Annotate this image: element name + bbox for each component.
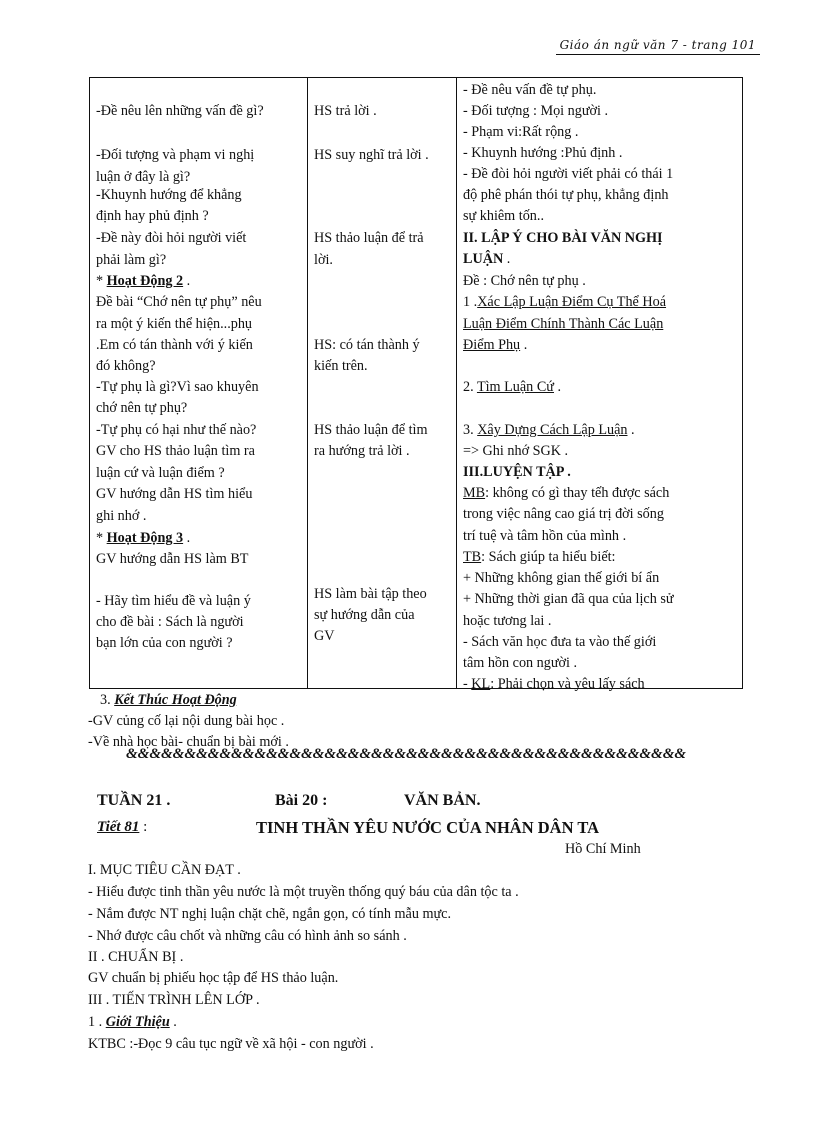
col2-line: HS làm bài tập theo [314,586,427,602]
lesson-table [89,77,743,692]
ket-thuc-heading: 3. Kết Thúc Hoạt Động [100,692,237,708]
col1-line: -Đề nêu lên những vấn đề gì? [96,103,264,119]
col3-line: trong việc nâng cao giá trị đời sống [463,506,664,522]
col3-line: + Những không gian thế giới bí ẩn [463,570,660,586]
col2-line: lời. [314,252,333,268]
col1-line: đó không? [96,358,156,374]
col1-line: -Tự phụ là gì?Vì sao khuyên [96,379,259,395]
col1-line: Đề bài “Chớ nên tự phụ” nêu [96,294,262,310]
col2-line: HS trả lời . [314,103,377,119]
col1-line: GV hướng dẫn HS làm BT [96,551,249,567]
lesson-number: Bài 20 : [275,792,328,809]
content-column [457,78,742,692]
author: Hồ Chí Minh [565,841,641,857]
section-preparation: II . CHUẨN BỊ . [88,949,184,965]
col3-line: - Sách văn học đưa ta vào thế giới [463,634,657,650]
col1-line: GV hướng dẫn HS tìm hiểu [96,486,253,502]
col3-line: độ phê phán thói tự phụ, khẳng định [463,187,669,203]
col2-line: HS: có tán thành ý [314,337,420,353]
col2-line: HS thảo luận để tìm [314,422,428,438]
col1-line: cho đề bài : Sách là người [96,614,244,630]
col3-line: - KL: Phải chọn và yêu lấy sách [463,676,645,692]
col3-line: hoặc tương lai . [463,613,552,629]
col3-line: - Khuynh hướng :Phủ định . [463,145,623,161]
decorative-divider: &&&&&&&&&&&&&&&&&&&&&&&&&&&&&&&&&&&&&&&&&&&&&&&& [126,746,687,762]
after-table-line: -Về nhà học bài- chuẩn bị bài mới . [88,734,289,750]
col3-line: tâm hồn con người . [463,655,578,671]
col1-line: -Đề này đòi hỏi người viết [96,230,247,246]
activity-2-heading: * Hoạt Động 2 . [96,273,191,289]
col3-line: - Phạm vi:Rất rộng . [463,124,579,140]
student-activity-column [308,78,457,688]
preparation-item: GV chuẩn bị phiếu học tập để HS thảo luận. [88,970,339,986]
col1-line: - Hãy tìm hiểu đề và luận ý [96,593,251,609]
col3-line: => Ghi nhớ SGK . [463,443,569,459]
col2-line: sự hướng dẫn của [314,607,415,623]
col2-line: HS suy nghĩ trả lời . [314,147,429,163]
objective-item: - Nhớ được câu chốt và những câu có hình ảnh so sánh . [88,928,407,944]
period-label: Tiết 81 : [97,819,148,835]
col3-line: TB: Sách giúp ta hiểu biết: [463,549,616,565]
section-heading-luan: LUẬN . [463,251,511,267]
after-table-line: -GV củng cố lại nội dung bài học . [88,713,285,729]
objective-item: - Nắm được NT nghị luận chặt chẽ, ngắn gọn, có tính mẫu mực. [88,906,452,922]
teacher-activity-column [90,78,308,688]
col3-line: - Đề đòi hỏi người viết phải có thái 1 [463,166,674,182]
lesson-title: TINH THẦN YÊU NƯỚC CỦA NHÂN DÂN TA [256,818,600,837]
section-heading-lap-y: II. LẬP Ý CHO BÀI VĂN NGHỊ [463,230,663,246]
col1-line: ghi nhớ . [96,508,147,524]
col1-line: luận ở đây là gì? [96,169,191,185]
col2-line: HS thảo luận để trả [314,230,424,246]
col2-line: kiến trên. [314,358,368,374]
col3-line: trí tuệ và tâm hồn của mình . [463,528,627,544]
col2-line: ra hướng trả lời . [314,443,410,459]
ktbc-line: KTBC :-Đọc 9 câu tục ngữ về xã hội - con người . [88,1036,374,1052]
col1-line: chớ nên tự phụ? [96,400,188,416]
col1-line: định hay phủ định ? [96,208,209,224]
col3-line: + Những thời gian đã qua của lịch sử [463,591,674,607]
col1-line: luận cứ và luận điểm ? [96,465,225,481]
col3-line: Đề : Chớ nên tự phụ . [463,273,586,289]
intro-heading: 1 . Giới Thiệu . [88,1014,177,1030]
text-type-label: VĂN BẢN. [404,792,481,809]
objective-item: - Hiểu được tinh thần yêu nước là một truyền thống quý báu của dân tộc ta . [88,884,519,900]
col3-line: - Đề nêu vấn đề tự phụ. [463,82,597,98]
col1-line: -Tự phụ có hại như thế nào? [96,422,257,438]
week-label: TUẦN 21 . [97,792,171,809]
col3-line: - Đối tượng : Mọi người . [463,103,609,119]
col1-line: bạn lớn của con người ? [96,635,233,651]
section-objectives: I. MỤC TIÊU CẦN ĐẠT . [88,862,241,878]
col2-line: GV [314,628,335,644]
col1-line: ra một ý kiến thể hiện...phụ [96,316,253,332]
activity-3-heading: * Hoạt Động 3 . [96,530,191,546]
running-header: Giáo án ngữ văn 7 - trang 101 [559,38,756,52]
col3-line: 3. Xây Dựng Cách Lập Luận . [463,422,635,438]
col1-line: GV cho HS thảo luận tìm ra [96,443,255,459]
col1-line: .Em có tán thành với ý kiến [96,337,253,353]
col3-line: sự khiêm tốn.. [463,208,544,224]
col3-line: Luận Điểm Chính Thành Các Luận [463,316,664,332]
section-procedure: III . TIẾN TRÌNH LÊN LỚP . [88,992,260,1008]
col1-line: -Đối tượng và phạm vi nghị [96,147,255,163]
col1-line: -Khuynh hướng để khẳng [96,187,242,203]
col1-line: phải làm gì? [96,252,167,268]
col3-line: Điểm Phụ . [463,337,528,353]
section-heading-luyen-tap: III.LUYỆN TẬP . [463,464,571,480]
col3-line: MB: không có gì thay tếh được sách [463,485,670,501]
col3-line: 1 .Xác Lập Luận Điểm Cụ Thể Hoá [463,294,667,310]
col3-line: 2. Tìm Luận Cứ . [463,379,562,395]
